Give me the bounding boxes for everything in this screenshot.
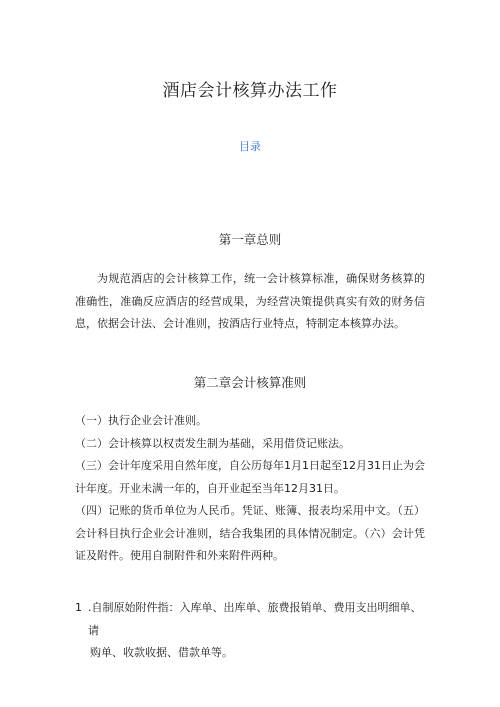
chapter2-heading: 第二章会计核算准则: [193, 375, 307, 390]
numbered-item-line2: 购单、收款收据、借款单等。: [90, 646, 233, 659]
numbered-item: [75, 597, 427, 665]
toc-link-wrapper: [0, 138, 500, 154]
chapter2-list: [75, 410, 425, 568]
chapter1-heading: 第一章总则: [218, 232, 282, 247]
list-item: （四）记账的货币单位为人民币。凭证、账簿、报表均采用中文。（五）会计科目执行企业会计准则，结合我集团的具体情况制定。（六）会计凭证及附件。使用自制附件和外来附件两种。: [75, 504, 425, 562]
list-item: （二）会计核算以权责发生制为基础，采用借贷记账法。: [75, 436, 350, 450]
document-title: 酒店会计核算办法工作: [162, 81, 338, 101]
numbered-item-number: 1: [75, 601, 82, 614]
list-item: （三）会计年度采用自然年度，自公历每年1月1日起至12月31日止为会计年度。开业未满一年的，自开业起至当年12月31日。: [75, 459, 425, 495]
toc-link[interactable]: 目录: [239, 140, 261, 153]
list-item: （一）执行企业会计准则。: [75, 414, 207, 427]
numbered-item-line1: .自制原始附件指：入库单、出库单、旅费报销单、费用支出明细单、请: [88, 601, 422, 637]
chapter1-paragraph: 为规范酒店的会计核算工作，统一会计核算标准，确保财务核算的准确性，准确反应酒店的经营成果，为经营决策提供真实有效的财务信息，依据会计法、会计准则，按酒店行业特点，特制定本核算办法。: [75, 272, 425, 330]
